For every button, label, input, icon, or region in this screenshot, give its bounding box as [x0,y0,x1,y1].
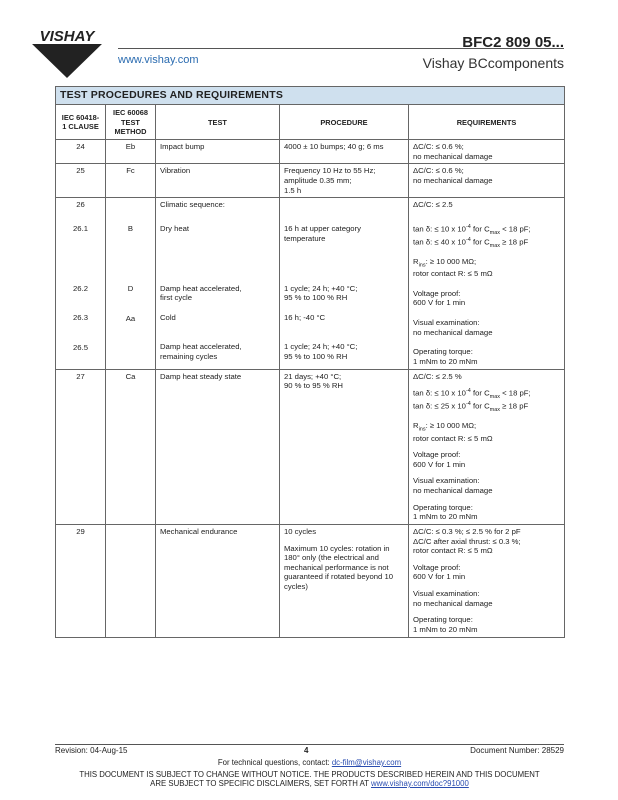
req-line: no mechanical damage [413,486,493,496]
proc-line: 21 days; +40 °C; [284,371,342,381]
clause-cell [56,198,106,369]
clause-cell: 27 [56,369,106,524]
proc-line: Frequency 10 Hz to 55 Hz; [284,166,376,176]
req-line: Operating torque: [413,502,473,512]
req-line: no mechanical damage [413,327,493,337]
requirements-cell [409,369,565,524]
proc-line: amplitude 0.35 mm; [284,176,352,185]
table-row [56,198,565,369]
test-procedures-table [55,86,564,638]
procedure-cell [280,369,409,524]
test-line: Cold [160,312,176,322]
document-number: Document Number: 28529 [470,746,564,755]
clause-26: 26 [76,200,85,210]
req-line: ΔC/C after axial thrust: ≤ 0.3 %; [413,536,521,546]
clause-cell: 29 [56,524,106,637]
table-row [56,524,565,637]
test-cell: Impact bump [156,140,280,164]
table-title: TEST PROCEDURES AND REQUIREMENTS [56,87,565,105]
proc-line: temperature [284,233,326,243]
req-line: rotor contact R: ≤ 5 mΩ [413,546,493,556]
vishay-logo [26,26,108,80]
disclaimer-link[interactable]: www.vishay.com/doc?91000 [371,779,469,788]
disclaimer-text: ARE SUBJECT TO SPECIFIC DISCLAIMERS, SET FORTH AT [150,779,371,788]
req-line: 600 V for 1 min [413,298,466,308]
website-link[interactable]: www.vishay.com [118,54,199,66]
proc-line: 1 cycle; 24 h; +40 °C; [284,342,358,352]
req-line: ΔC/C: ≤ 0.6 %; [413,166,464,176]
test-cell: Mechanical endurance [156,524,280,637]
company-name: Vishay BCcomponents [422,55,564,71]
procedure-cell [280,164,409,198]
method-Aa: Aa [125,313,136,323]
proc-line: 1.5 h [284,185,302,195]
table-row [56,140,565,164]
req-line: no mechanical damage [413,151,493,161]
proc-line: 10 cycles [284,526,317,536]
test-line: Damp heat accelerated, [160,283,242,293]
req-line: 1 mNm to 20 mNm [413,624,478,634]
clause-26-3: 26.3 [73,313,88,323]
proc-line: 90 % to 95 % RH [284,381,343,391]
req-line: $R_{ins}$: ≥ 10 000 MΩ; [413,421,477,433]
req-line: rotor contact R: ≤ 5 mΩ [413,433,493,443]
method-cell [106,198,156,369]
revision-date: Revision: 04-Aug-15 [55,746,128,755]
clause-26-2: 26.2 [73,283,88,293]
req-line: 1 mNm to 20 mNm [413,356,478,366]
disclaimer-line-2 [55,779,564,788]
tech-contact-text: For technical questions, contact: [217,758,332,767]
requirements-cell [409,140,565,164]
req-line: no mechanical damage [413,176,493,185]
test-line: Dry heat [160,223,190,233]
req-line: Visual examination: [413,318,480,328]
req-line: Voltage proof: [413,450,461,460]
clause-26-1: 26.1 [73,223,88,233]
procedure-cell: 4000 ± 10 bumps; 40 g; 6 ms [280,140,409,164]
test-line: Climatic sequence: [160,200,225,210]
clause-26-5: 26.5 [73,342,88,352]
col-header-requirements: REQUIREMENTS [409,105,565,140]
proc-line: 16 h; -40 °C [284,312,326,322]
test-cell: Vibration [156,164,280,198]
method-D: D [127,283,134,293]
req-line: 600 V for 1 min [413,459,466,469]
test-line: first cycle [160,293,193,303]
col-header-method: IEC 60068 TEST METHOD [106,105,156,140]
footer-rule [55,744,564,745]
tech-contact-line [55,758,564,767]
req-line: Voltage proof: [413,288,461,298]
req-line: $R_{ins}$: ≥ 10 000 MΩ; [413,256,477,269]
req-line: ΔC/C: ≤ 0.3 %; ≤ 2.5 % for 2 pF [413,526,521,536]
req-line: ΔC/C: ≤ 2.5 [413,200,453,210]
test-line: remaining cycles [160,352,218,361]
proc-line: 1 cycle; 24 h; +40 °C; [284,283,358,293]
col-header-clause: IEC 60418-1 CLAUSE [56,105,106,140]
col-header-test: TEST [156,105,280,140]
proc-line: 16 h at upper category [284,224,361,234]
requirements-cell [409,524,565,637]
req-line: 1 mNm to 20 mNm [413,512,478,522]
page-number: 4 [304,746,309,755]
test-line: Damp heat accelerated, [160,342,242,352]
tech-email-link[interactable]: dc-film@vishay.com [331,758,402,767]
svg-text:VISHAY: VISHAY [39,28,95,45]
disclaimer-line-1: THIS DOCUMENT IS SUBJECT TO CHANGE WITHOUT NOTICE. THE PRODUCTS DESCRIBED HEREIN AND THIS DOCUMENT [79,770,540,779]
requirements-cell [409,164,565,198]
method-cell: Fc [106,164,156,198]
requirements-cell [409,198,565,369]
procedure-cell [280,198,409,369]
document-title: BFC2 809 05... [462,34,564,51]
table-row [56,369,565,524]
req-line: tan δ: ≤ 10 x $10^{-4}$ for $C_{max} < 18$ pF; [413,223,531,236]
table-row [56,164,565,198]
req-line: Visual examination: [413,589,480,599]
req-line: Operating torque: [413,347,473,357]
test-cell: Damp heat steady state [156,369,280,524]
method-B: B [127,224,134,234]
proc-line: Maximum 10 cycles: rotation in 180° only (the electrical and mechanical performance is not guaranteed if rotated beyond 10 cycles) [284,543,393,592]
table-header-row [56,105,565,140]
req-line: ΔC/C: ≤ 0.6 %; [413,142,464,152]
clause-cell: 25 [56,164,106,198]
proc-line: 95 % to 100 % RH [284,293,348,303]
procedure-cell [280,524,409,637]
method-cell: Ca [106,369,156,524]
test-cell [156,198,280,369]
req-line: tan δ: ≤ 40 x $10^{-4}$ for $C_{max} \ge 18$ pF [413,236,529,249]
req-line: tan δ: ≤ 10 x $10^{-4}$ for $C_{max} < 18$ pF; [413,388,531,401]
req-line: tan δ: ≤ 25 x $10^{-4}$ for $C_{max} \ge 18$ pF [413,401,529,414]
col-header-procedure: PROCEDURE [280,105,409,140]
req-line: Visual examination: [413,476,480,486]
req-line: rotor contact R: ≤ 5 mΩ [413,269,493,279]
req-line: 600 V for 1 min [413,572,466,582]
req-line: no mechanical damage [413,598,493,608]
req-line: Operating torque: [413,615,473,625]
req-line: Voltage proof: [413,562,461,572]
method-cell [106,524,156,637]
proc-line: 95 % to 100 % RH [284,352,348,361]
clause-cell: 24 [56,140,106,164]
req-line: ΔC/C: ≤ 2.5 % [413,371,462,381]
method-cell: Eb [106,140,156,164]
